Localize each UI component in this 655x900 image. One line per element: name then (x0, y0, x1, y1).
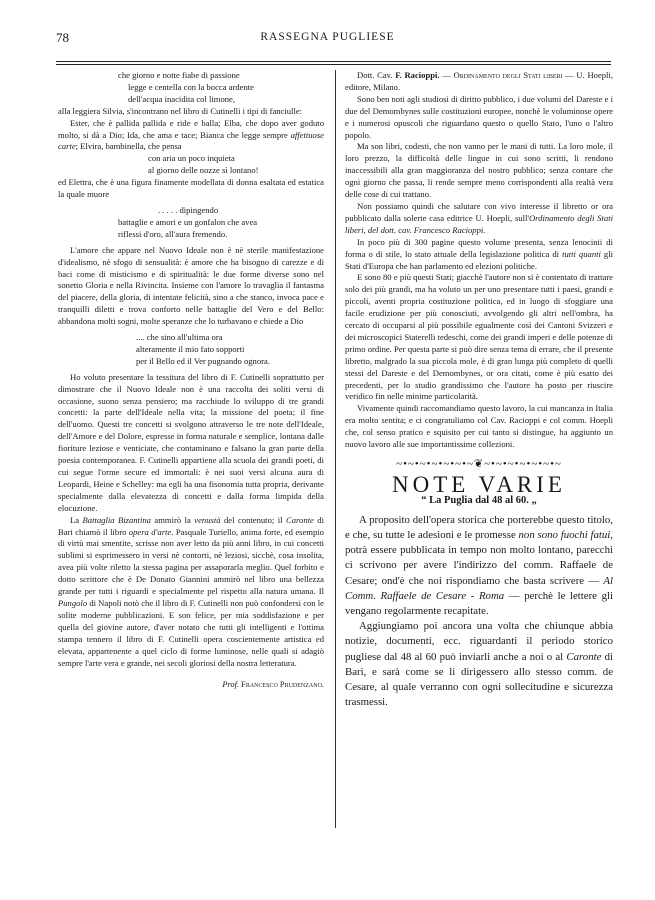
review-heading: Dott. Cav. F. Racioppi. — Ordinamento degli Stati liberi — U. Hoepli, editore, Milano. (345, 70, 613, 92)
signature: Prof. Francesco Prudenzano. (222, 680, 324, 690)
verse-block (58, 70, 324, 106)
paragraph: A proposito dell'opera storica che porterebbe questo titolo, e che, su tutte le adesioni e le promesse non sono fuochi fatui, potrà essere pubblicata in tempo non molto lontano, parecchi ci scrivono per avere l'indirizzo del comm. Raffaele de Cesare; ond'è che noi rispondiamo che basta scrivere — Al Comm. Raffaele de Cesare - Roma — perchè le lettere gli vengano regolarmente recapitate. (345, 513, 613, 617)
paragraph: Non possiamo quindi che salutare con vivo interesse il libretto or ora pubblicato dalla solerte casa editrice U. Hoepli, sull'Ordinamento degli Stati liberi, del dott. cav. Francesco Racioppi. (345, 200, 613, 235)
paragraph: La Battaglia Bizantina ammirò la venustà del contenuto; il Caronte di Bari chiamò il libro opera d'arte. Pasquale Turiello, anima forte, ed esempio di virtù mai smentite, scrisse non aver letto da più anni libro, in cui concetti sublimi si esprimessero in versi nè contorti, nè leziosi, sicchè, cosa insolita, avea più volte riletto la stessa pagina per assaporarla meglio. Quel forbito e dotto scrittore che è De Donato Giannini ammirò nel libro una bellezza grande per tutti i riguardi e specialmente pel rispetto alla natura umana. Il Pungolo di Napoli notò che il libro di F. Cutinelli non può confondersi con le solite moderne pubblicazioni. E son felice, per mia soddisfazione e per quella del giovine autore, d'aver notato che tutti gli intelligenti e l'ottima stampa tennero il libro di F. Cutinelli opera coscientemente artistica ed elevata, appartenente a quel ciclo di forme luminose, nelle quali si adagiò sempre l'arte vera e grande, nei secoli gloriosi della nostra letteratura. (58, 514, 324, 668)
paragraph: L'amore che appare nel Nuovo Ideale non è nè sterile manifestazione d'idealismo, nè sfogo di sensualità: è amore che ha bisogno di carezze e di baci come di misticismo e di spiritualità: le due forme diverse sono nel sonetto Gloria e nella Rivincita. Insieme con l'amore lo travaglia il fantasma del piacere, della gloria, di intentate felicità, sino a che stanco, invoca pace e tranquilli diletti e trova conforto nelle battaglie del Vero e del Bello: abbandona molti sogni, molte speranze che lo turbavano e chiede a Dio (58, 244, 324, 327)
verse-line: alteramente il mio fato sopporti (136, 343, 245, 354)
paragraph: Ho voluto presentare la tessitura del libro di F. Cutinelli soprattutto per dimostrare che il Nuovo Ideale non è una raccolta dei soliti versi di occasione, suono senza pensiero; ma racchiude lo sviluppo di tre grandi concetti: la parte dell'Ideale nella vita; la missione del poeta; il fine dell'uomo. Questi tre concetti si svolgono attraverso le tre note dell'Ideale, dell'Amore e del Dolore, espresse in forma naturale e semplice, lontana dalle fioriture leziose e venticiate, che contaminano e falsano la gran parte della poesia contemporanea. F. Cutinelli appartiene alla scuola dei grandi poeti, di cui segue l'orme secure ed immortali: è nei suoi versi alcuna aura di Leopardi, Heine e Schelley: ma egli ha una fisonomia tutta propria, derivante specialmente dalla elevatezza di concetti e dalla forma limpida della elocuzione. (58, 371, 324, 513)
verse-line: con aria un poco inquieta (148, 153, 235, 164)
paragraph: Vivamente quindi raccomandiamo questo lavoro, la cui mancanza in Italia era molto sentita; e ci congratuliamo col Cav. Racioppi e col comm. Hoepli che, col senso pratico e squisito per cui tanto si distingue, ha aggiunto un nuovo lavoro alle sue importantissime collezioni. (345, 403, 613, 450)
paragraph: Aggiungiamo poi ancora una volta che chiunque abbia notizie, documenti, ecc. riguardanti il periodo storico pugliese dal 48 al 60 può inviarli anche a noi o al Caronte di Bari, e sarà come se li dirigessero allo stesso comm. de Cesare, al quale verranno con ogni sollecitudine e sicurezza trasmessi. (345, 620, 613, 709)
section-subtitle: “ La Puglia dal 48 al 60. „ (421, 494, 537, 506)
ornament-divider: ~•~•~•~•~•~•~❦~•~•~•~•~•~•~ (396, 458, 562, 470)
verse-block (58, 153, 324, 177)
note-body (345, 513, 613, 711)
paragraph: alla leggiera Silvia, s'incontrano nel libro di Cutinelli i tipi di fanciulle: (58, 105, 303, 116)
page-header (0, 30, 655, 50)
right-column (345, 70, 613, 710)
paragraph: Ma son libri, codesti, che non vanno per le mani di tutti. La loro mole, il loro prezzo, la difficoltà delle lingue in cui sono scritti, li rendono inaccessibili alla gran maggioranza del nostro pubblico; senza contare che ogni giorno che passa, li rende sempre meno corrispondenti alla realtà vera delle cose di cui trattano. (345, 141, 613, 200)
verse-line: battaglie e amori e un gonfalon che avea (118, 216, 258, 227)
paragraph: ed Elettra, che è una figura finamente modellata di donna esaltata ed estatica la quale muore (58, 177, 324, 200)
left-column (58, 70, 324, 691)
verse-line: che giorno e notte fiabe di passione (118, 70, 240, 80)
verse-line: . . . . . dipingendo (158, 204, 219, 215)
paragraph: Sono ben noti agli studiosi di diritto pubblico, i due volumi del Dareste e i due del Demombynes sulle costituzioni europee, nonchè le voluminose opere e i numerosi opuscoli che riguardano questo o quello Stato, l'uno o l'altro popolo. (345, 93, 613, 140)
header-rule-top (56, 61, 611, 62)
page-number: 78 (56, 30, 69, 45)
verse-line: riflessi d'oro, all'aura fremendo. (118, 228, 228, 239)
verse-line: legge e centella con la bocca ardente (128, 81, 254, 92)
section-title: NOTE VARIE (392, 471, 566, 497)
paragraph: E sono 80 e più questi Stati; giacchè l'autore non si è contentato di trattare solo dei più grandi, ma ha voluto un per uno presentare tutti i paesi, grandi e piccoli, aventi propria costituzione politica, ed in luogo di sfoggiare una facile erudizione per più conosciuti, avvolgendo gli altri nell'ombra, ha cercato di occuparsi al più possibile egualmente così dei Cantoni Svizzeri e dei microscopici Staterelli tedeschi, come dei grandi imperi e delle potenze di primo ordine. Per questa parte si può dire senza tema di errare, che il presente libretto, malgrado la sua piccola mole, è di gran lunga più completo di quelli stessi del Dareste e del Demombynes, or ora citati, come è più esatto dei precedenti, per lo studio grandissimo che l'autore ha posto per riuscire veridico fin nelle minime particolarità. (345, 272, 613, 402)
paragraph: In poco più di 300 pagine questo volume presenta, senza lenocinii di forma o di stile, lo stato attuale della legislazione politica di tutti quanti gli Stati d'Europa che han parlamento ed elezioni politiche. (345, 236, 613, 271)
verse-line: per il Bello ed il Ver pugnando ognora. (136, 355, 270, 366)
verse-block (58, 205, 324, 241)
column-divider (335, 70, 336, 828)
running-head: RASSEGNA PUGLIESE (260, 31, 395, 43)
header-rule-bottom (56, 64, 611, 65)
verse-line: al giorno delle nozze sì lontano! (148, 165, 259, 176)
verse-line: .... che sino all'ultima ora (136, 332, 223, 343)
verse-block (58, 332, 324, 368)
verse-line: dell'acqua inacidita col limone, (128, 93, 236, 104)
paragraph: Ester, che è pallida pallida e ride e balla; Elba, che dopo aver goduto molto, si dà a Dio; Ida, che ama e tace; Bianca che legge sempre affettuose carte; Elvira, bambinella, che pensa (58, 117, 324, 152)
